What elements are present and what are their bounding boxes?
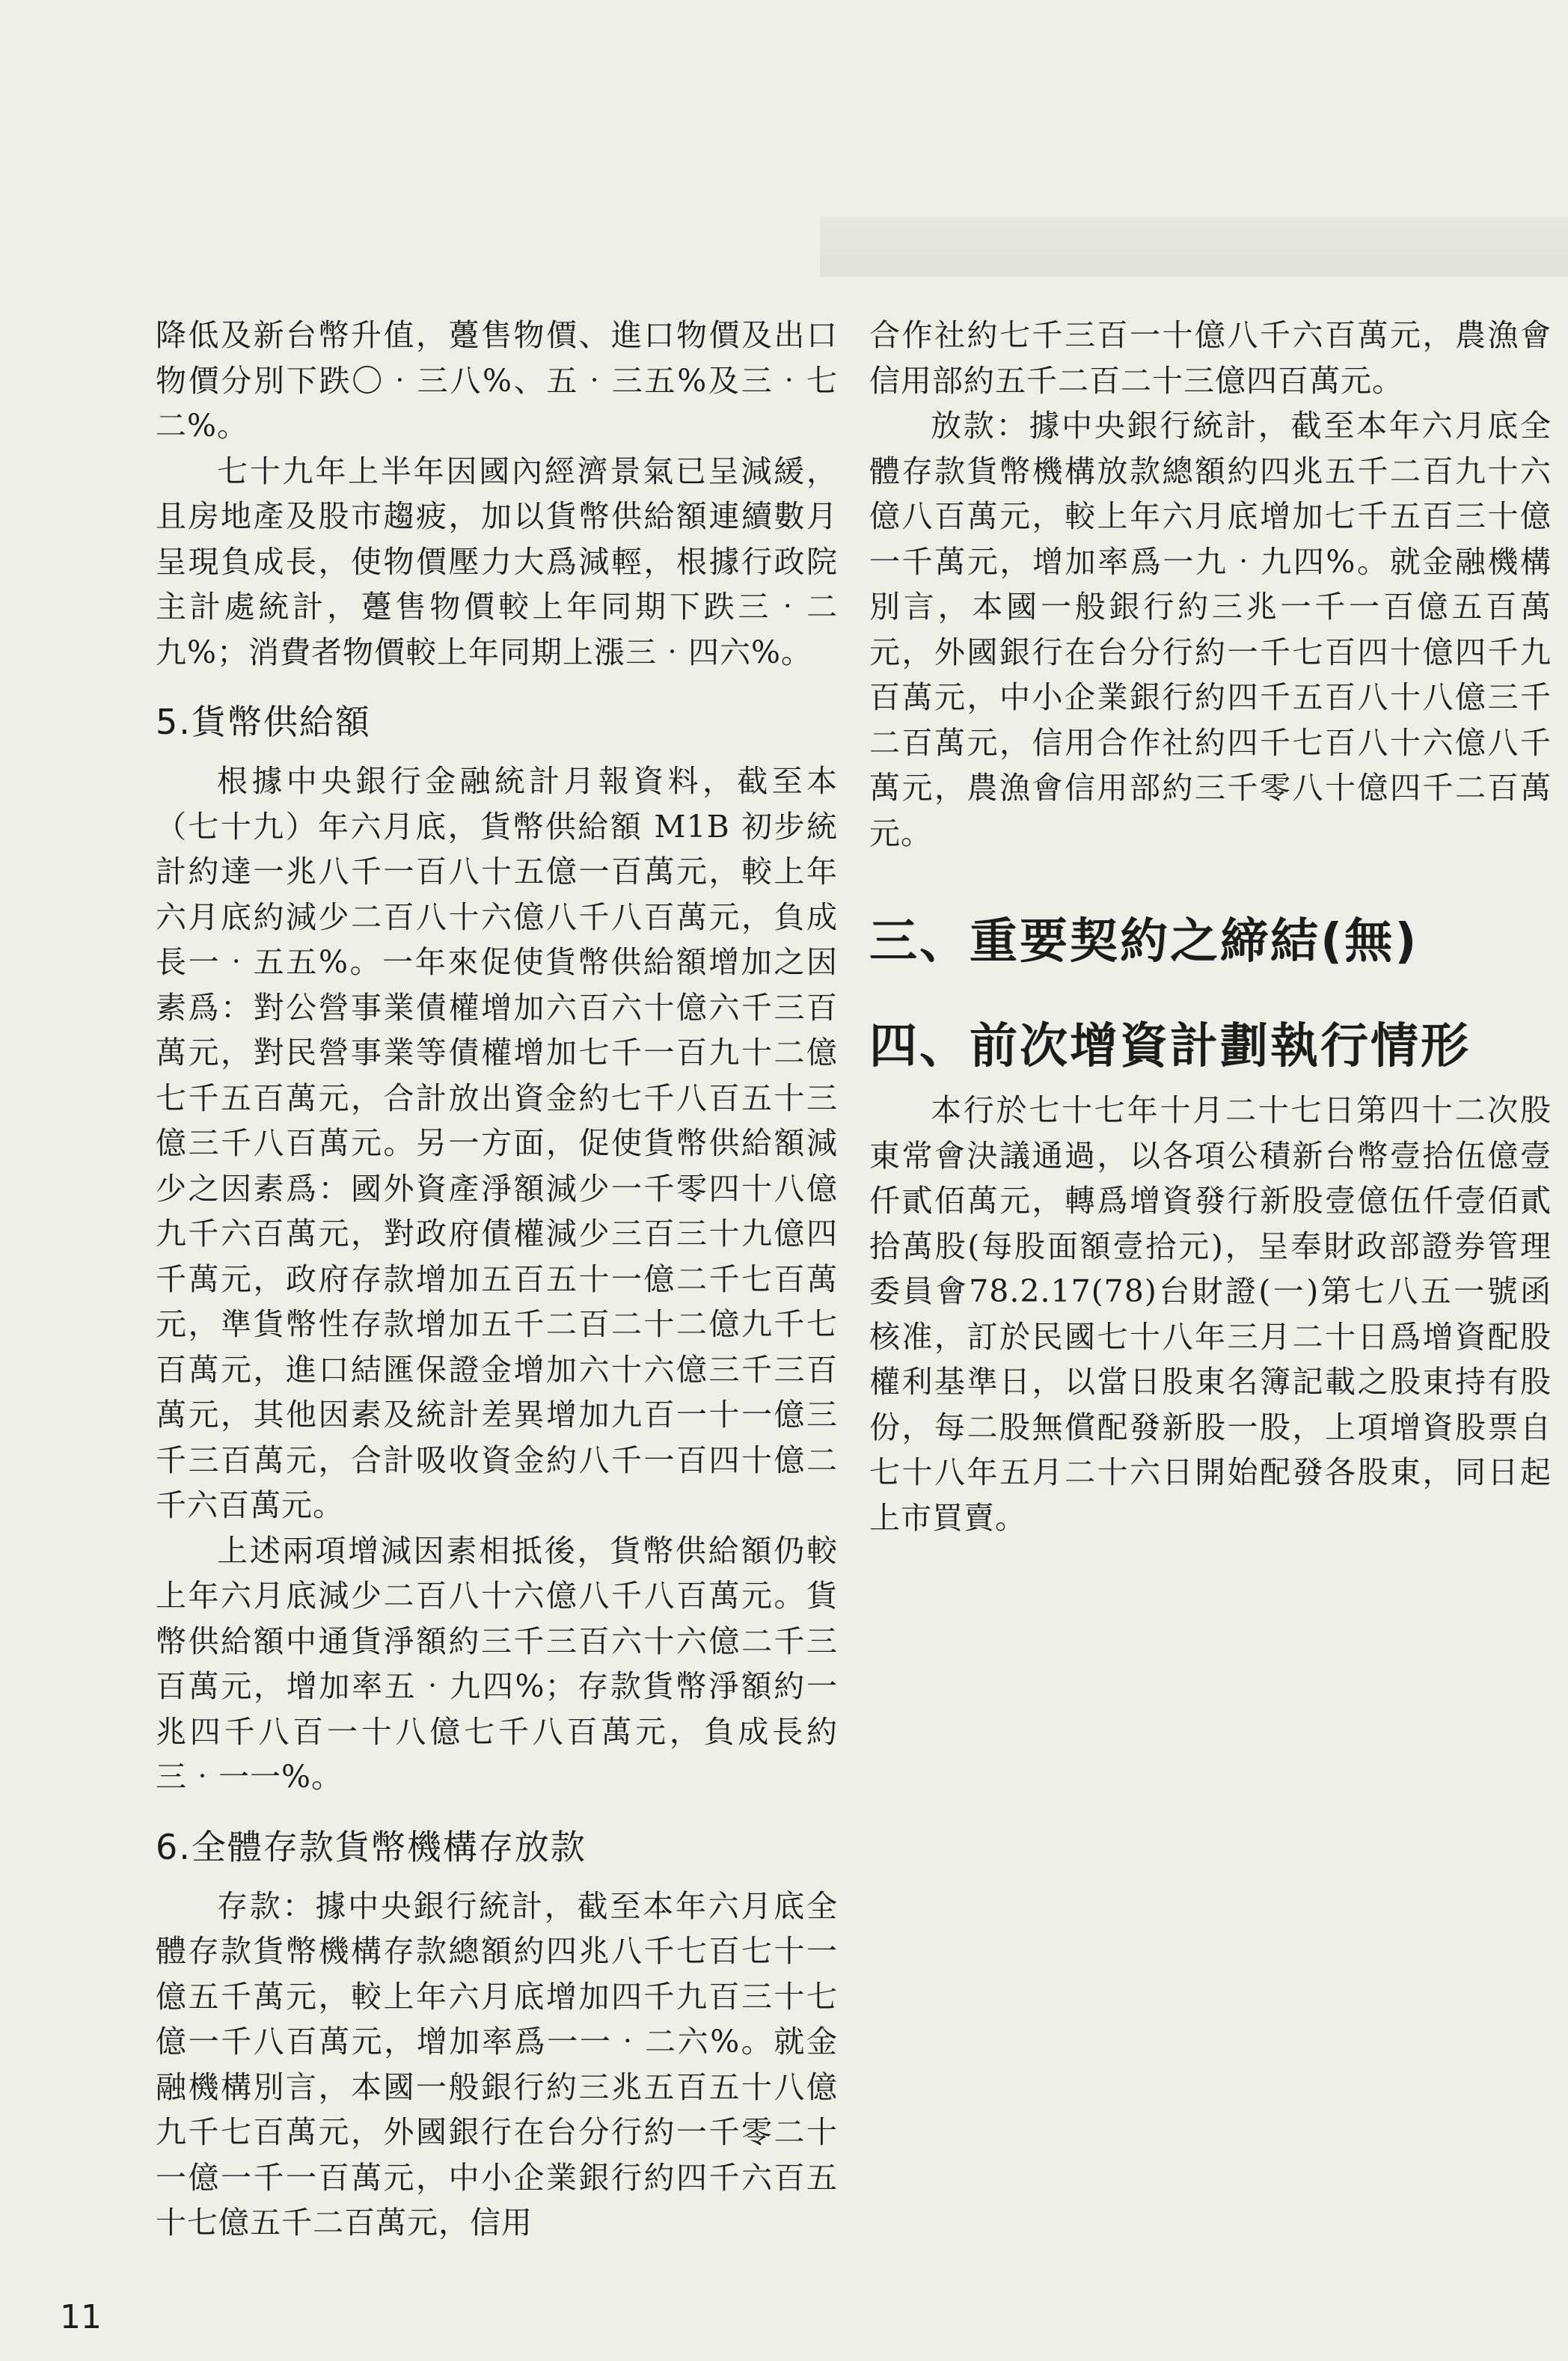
show-through-band (820, 217, 1568, 277)
paragraph: 七十九年上半年因國內經濟景氣已呈減緩，且房地產及股市趨疲，加以貨幣供給額連續數月呈現負成長，使物價壓力大爲減輕，根據行政院主計處統計，躉售物價較上年同期下跌三‧二九%；消費者物價較上年同期上漲三‧四六%。 (156, 453, 838, 670)
section-heading: 6.全體存款貨幣機構存放款 (156, 1826, 587, 1867)
section-heading: 5.貨幣供給額 (156, 702, 371, 742)
chapter-heading: 四、前次增資計劃執行情形 (869, 1019, 1471, 1074)
right-column (869, 313, 1552, 1540)
paragraph: 放款：據中央銀行統計，截至本年六月底全體存款貨幣機構放款總額約四兆五千二百九十六億八百萬元，較上年六月底增加七千五百三十億一千萬元，增加率爲一九‧九四%。就金融機構別言，本國一般銀行約三兆一千一百億五百萬元，外國銀行在台分行約一千七百四十億四千九百萬元，中小企業銀行約四千五百八十八億三千二百萬元，信用合作社約四千七百八十六億八千萬元，農漁會信用部約三千零八十億四千二百萬元。 (869, 408, 1552, 851)
left-column (156, 313, 838, 2246)
paragraph: 合作社約七千三百一十億八千六百萬元，農漁會信用部約五千二百二十三億四百萬元。 (869, 317, 1552, 399)
paragraph: 上述兩項增減因素相抵後，貨幣供給額仍較上年六月底減少二百八十六億八千八百萬元。貨幣供給額中通貨淨額約三千三百六十六億二千三百萬元，增加率五‧九四%；存款貨幣淨額約一兆四千八百一十八億七千八百萬元，負成長約三‧一一%。 (156, 1532, 838, 1795)
page-number: 11 (60, 2298, 102, 2336)
paragraph: 根據中央銀行金融統計月報資料，截至本（七十九）年六月底，貨幣供給額 M1B 初步統計約達一兆八千一百八十五億一百萬元，較上年六月底約減少二百八十六億八千八百萬元，負成長一‧五五%。一年來促使貨幣供給額增加之因素爲：對公營事業債權增加六百六十億六千三百萬元，對民營事業等債權增加七千一百九十二億七千五百萬元，合計放出資金約七千八百五十三億三千八百萬元。另一方面，促使貨幣供給額減少之因素爲：國外資產淨額減少一千零四十八億九千六百萬元，對政府債權減少三百三十九億四千萬元，政府存款增加五百五十一億二千七百萬元，準貨幣性存款增加五千二百二十二億九千七百萬元，進口結匯保證金增加六十六億三千三百萬元，其他因素及統計差異增加九百一十一億三千三百萬元，合計吸收資金約八千一百四十億二千六百萬元。 (156, 763, 838, 1523)
paragraph: 降低及新台幣升值，躉售物價、進口物價及出口物價分別下跌〇‧三八%、五‧三五%及三‧七二%。 (156, 317, 838, 444)
paragraph: 本行於七十七年十月二十七日第四十二次股東常會決議通過，以各項公積新台幣壹拾伍億壹仟貳佰萬元，轉爲增資發行新股壹億伍仟壹佰貳拾萬股(每股面額壹拾元)，呈奉財政部證券管理委員會78.2.17(78)台財證(一)第七八五一號函核准，訂於民國七十八年三月二十日爲增資配股權利基準日，以當日股東名簿記載之股東持有股份，每二股無償配發新股一股，上項增資股票自七十八年五月二十六日開始配發各股東，同日起上市買賣。 (869, 1092, 1552, 1536)
chapter-heading: 三、重要契約之締結(無) (869, 914, 1419, 970)
paragraph: 存款：據中央銀行統計，截至本年六月底全體存款貨幣機構存款總額約四兆八千七百七十一億五千萬元，較上年六月底增加四千九百三十七億一千八百萬元，增加率爲一一‧二六%。就金融機構別言，本國一般銀行約三兆五百五十八億九千七百萬元，外國銀行在台分行約一千零二十一億一千一百萬元，中小企業銀行約四千六百五十七億五千二百萬元，信用 (156, 1887, 838, 2241)
